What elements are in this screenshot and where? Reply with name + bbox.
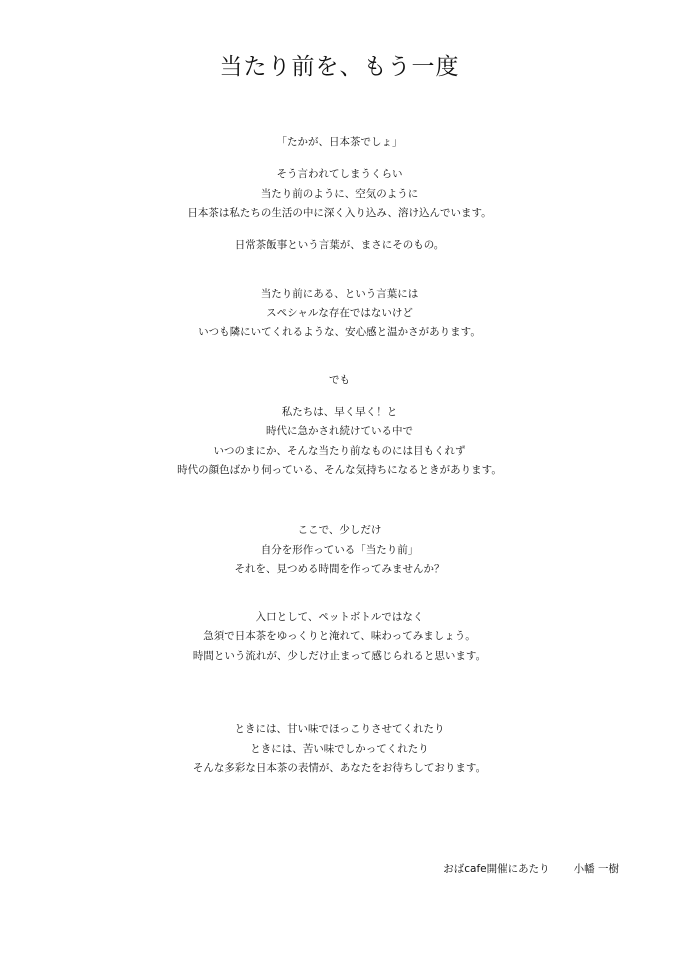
text-line: ときには、甘い味でほっこりさせてくれたり	[234, 723, 445, 735]
text-line: いつも隣にいてくれるような、安心感と温かさがあります。	[198, 326, 481, 338]
text-line: でも	[329, 374, 350, 386]
text-line: 入口として、ペットボトルではなく	[255, 611, 424, 623]
text-line: 私たちは、早く早く！と	[281, 406, 398, 418]
text-line: ときには、苦い味でしかってくれたり	[250, 743, 429, 755]
text-line: 急須で日本茶をゆっくりと淹れて、味わってみましょう。	[203, 630, 476, 642]
text-line: 時間という流れが、少しだけ止まって感じられると思います。	[192, 650, 487, 662]
page-title: 当たり前を、もう一度	[219, 54, 460, 80]
text-line: 時代の顔色ばかり伺っている、そんな気持ちになるときがあります。	[177, 464, 502, 476]
text-line: 時代に急かされ続けている中で	[266, 425, 413, 437]
text-line: 「たかが、日本茶でしょ」	[276, 136, 403, 148]
signature	[443, 862, 619, 876]
signature-author: 小幡 一樹	[573, 863, 619, 875]
text-line: そんな多彩な日本茶の表情が、あなたをお待ちしております。	[192, 762, 487, 774]
text-line: 日常茶飯事という言葉が、まさにそのもの。	[234, 239, 445, 251]
text-line: スペシャルな存在ではないけど	[266, 307, 413, 319]
text-line: そう言われてしまうくらい	[276, 168, 403, 180]
text-line: 日本茶は私たちの生活の中に深く入り込み、溶け込んでいます。	[187, 207, 492, 219]
text-line: 当たり前のように、空気のように	[260, 188, 419, 200]
text-line: 自分を形作っている「当たり前」	[260, 544, 419, 556]
signature-occasion: おばcafe開催にあたり	[443, 863, 550, 875]
text-line: それを、見つめる時間を作ってみませんか？	[234, 563, 445, 575]
text-line: 当たり前にある、という言葉には	[260, 288, 419, 300]
text-line: いつのまにか、そんな当たり前なものには目もくれず	[213, 445, 466, 457]
text-line: ここで、少しだけ	[297, 524, 382, 536]
